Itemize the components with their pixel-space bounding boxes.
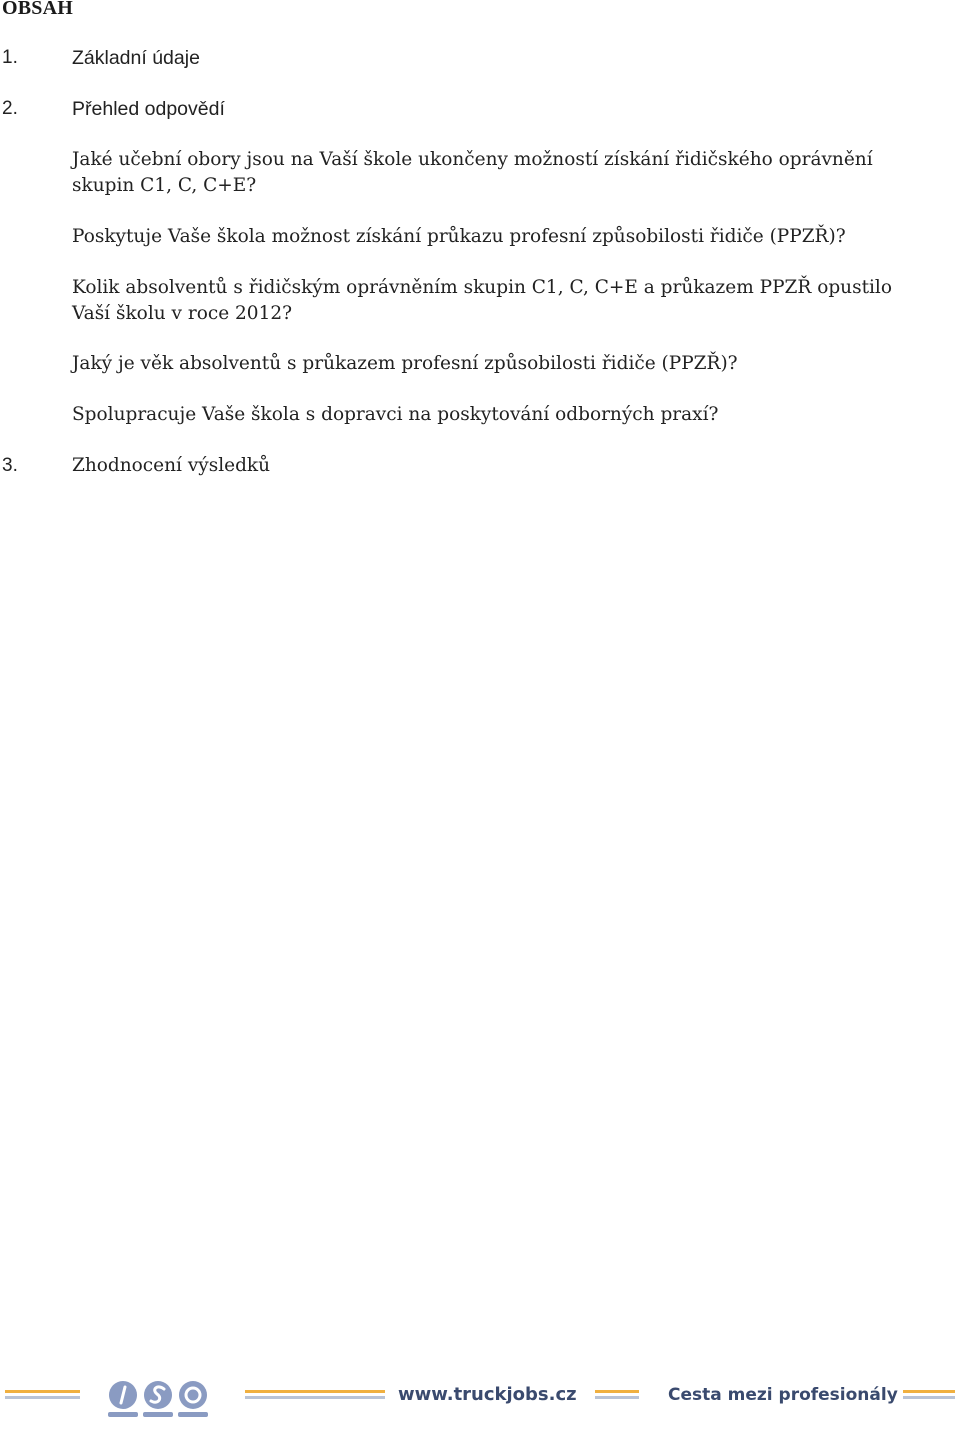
svg-text:iso: iso (106, 1378, 108, 1379)
footer-slogan: Cesta mezi profesionály (668, 1385, 898, 1405)
footer-divider (903, 1390, 955, 1393)
toc-item-results-evaluation[interactable]: Zhodnocení výsledků (72, 455, 271, 476)
toc-item-basic-data[interactable]: Základní údaje (72, 47, 200, 69)
toc-item-number: 1. (2, 47, 18, 68)
footer-divider (245, 1396, 385, 1399)
toc-item-number: 3. (2, 455, 18, 476)
footer-divider (5, 1396, 80, 1399)
footer-divider (903, 1396, 955, 1399)
footer-divider (5, 1390, 80, 1393)
footer-divider (245, 1390, 385, 1393)
toc-title: OBSAH (2, 0, 74, 19)
toc-subitem-ppzr-option[interactable]: Poskytuje Vaše škola možnost získání průkazu profesní způsobilosti řidiče (PPZŘ)? (72, 226, 846, 247)
toc-subitem-study-fields[interactable]: Jaké učební obory jsou na Vaší škole ukončeny možností získání řidičského oprávnění skupin C1, C, C+E? (72, 149, 873, 196)
iso-logo-icon (106, 1378, 216, 1418)
toc-item-number: 2. (2, 98, 18, 119)
footer-banner (0, 1372, 960, 1422)
footer-divider (595, 1396, 639, 1399)
toc-item-answers-overview[interactable]: Přehled odpovědí (72, 98, 225, 120)
toc-subitem-graduates-age[interactable]: Jaký je věk absolventů s průkazem profesní způsobilosti řidiče (PPZŘ)? (72, 353, 738, 374)
toc-subitem-cooperation[interactable]: Spolupracuje Vaše škola s dopravci na poskytování odborných praxí? (72, 404, 719, 425)
footer-website-link[interactable]: www.truckjobs.cz (398, 1384, 577, 1405)
toc-subitem-graduates-count[interactable]: Kolik absolventů s řidičským oprávněním skupin C1, C, C+E a průkazem PPZŘ opustilo Vaší školu v roce 2012? (72, 277, 892, 324)
footer-divider (595, 1390, 639, 1393)
